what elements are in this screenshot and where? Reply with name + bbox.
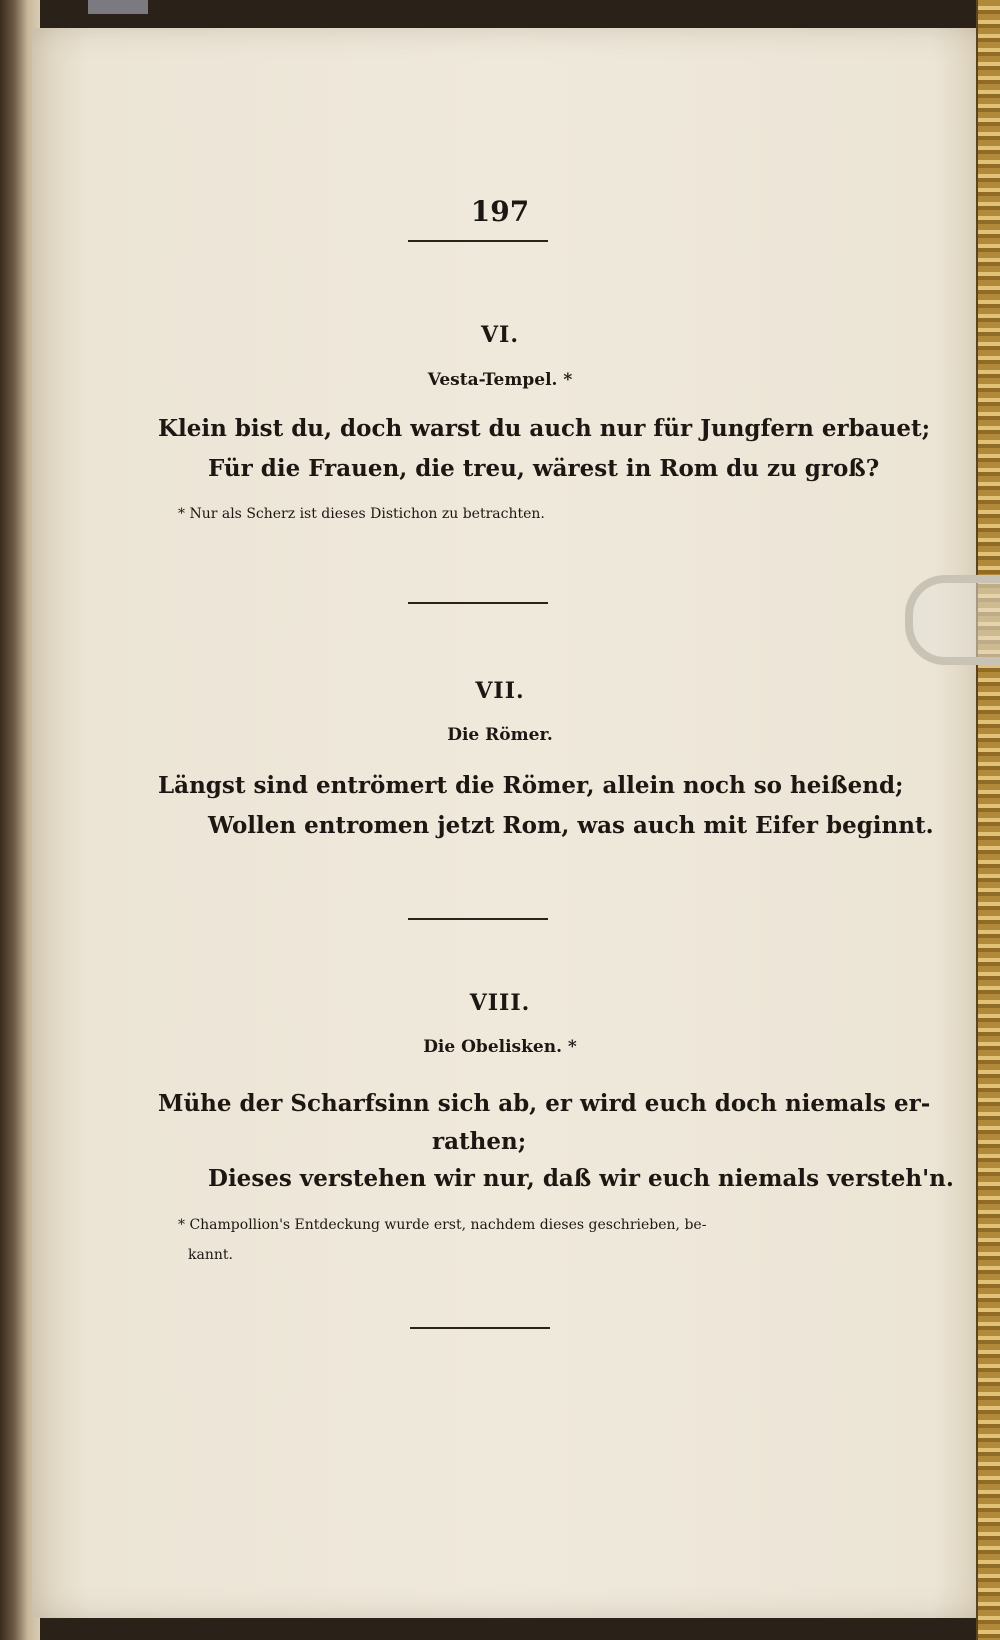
page-clip [905,575,1000,665]
section-numeral: VIII. [469,990,531,1016]
footnote: kannt. [188,1247,233,1263]
verse-line: Längst sind entrömert die Römer, allein noch so heißend; [158,772,904,799]
catalog-stamp [88,0,148,14]
verse-line: Klein bist du, doch warst du auch nur für Jungfern erbauet; [158,415,931,442]
section-rule [408,918,548,920]
section-title: Vesta-Tempel. * [427,370,573,390]
footnote: * Champollion's Entdeckung wurde erst, nachdem dieses geschrieben, be- [178,1217,707,1233]
verse-line: Wollen entromen jetzt Rom, was auch mit Eifer beginnt. [208,812,934,839]
gilt-page-edge [976,0,1000,1640]
verse-line: Mühe der Scharfsinn sich ab, er wird euch doch niemals er- [158,1090,931,1117]
section-rule [408,602,548,604]
header-rule [408,240,548,242]
end-rule [410,1327,550,1329]
page-number: 197 [470,195,530,228]
verse-line: rathen; [432,1128,527,1155]
verse-line: Für die Frauen, die treu, wärest in Rom du zu groß? [208,455,880,482]
section-numeral: VI. [480,322,520,348]
section-numeral: VII. [475,678,525,704]
section-title: Die Römer. [447,725,553,745]
section-title: Die Obelisken. * [423,1037,577,1057]
footnote: * Nur als Scherz ist dieses Distichon zu betrachten. [178,506,545,522]
verse-line: Dieses verstehen wir nur, daß wir euch niemals versteh'n. [208,1165,954,1192]
